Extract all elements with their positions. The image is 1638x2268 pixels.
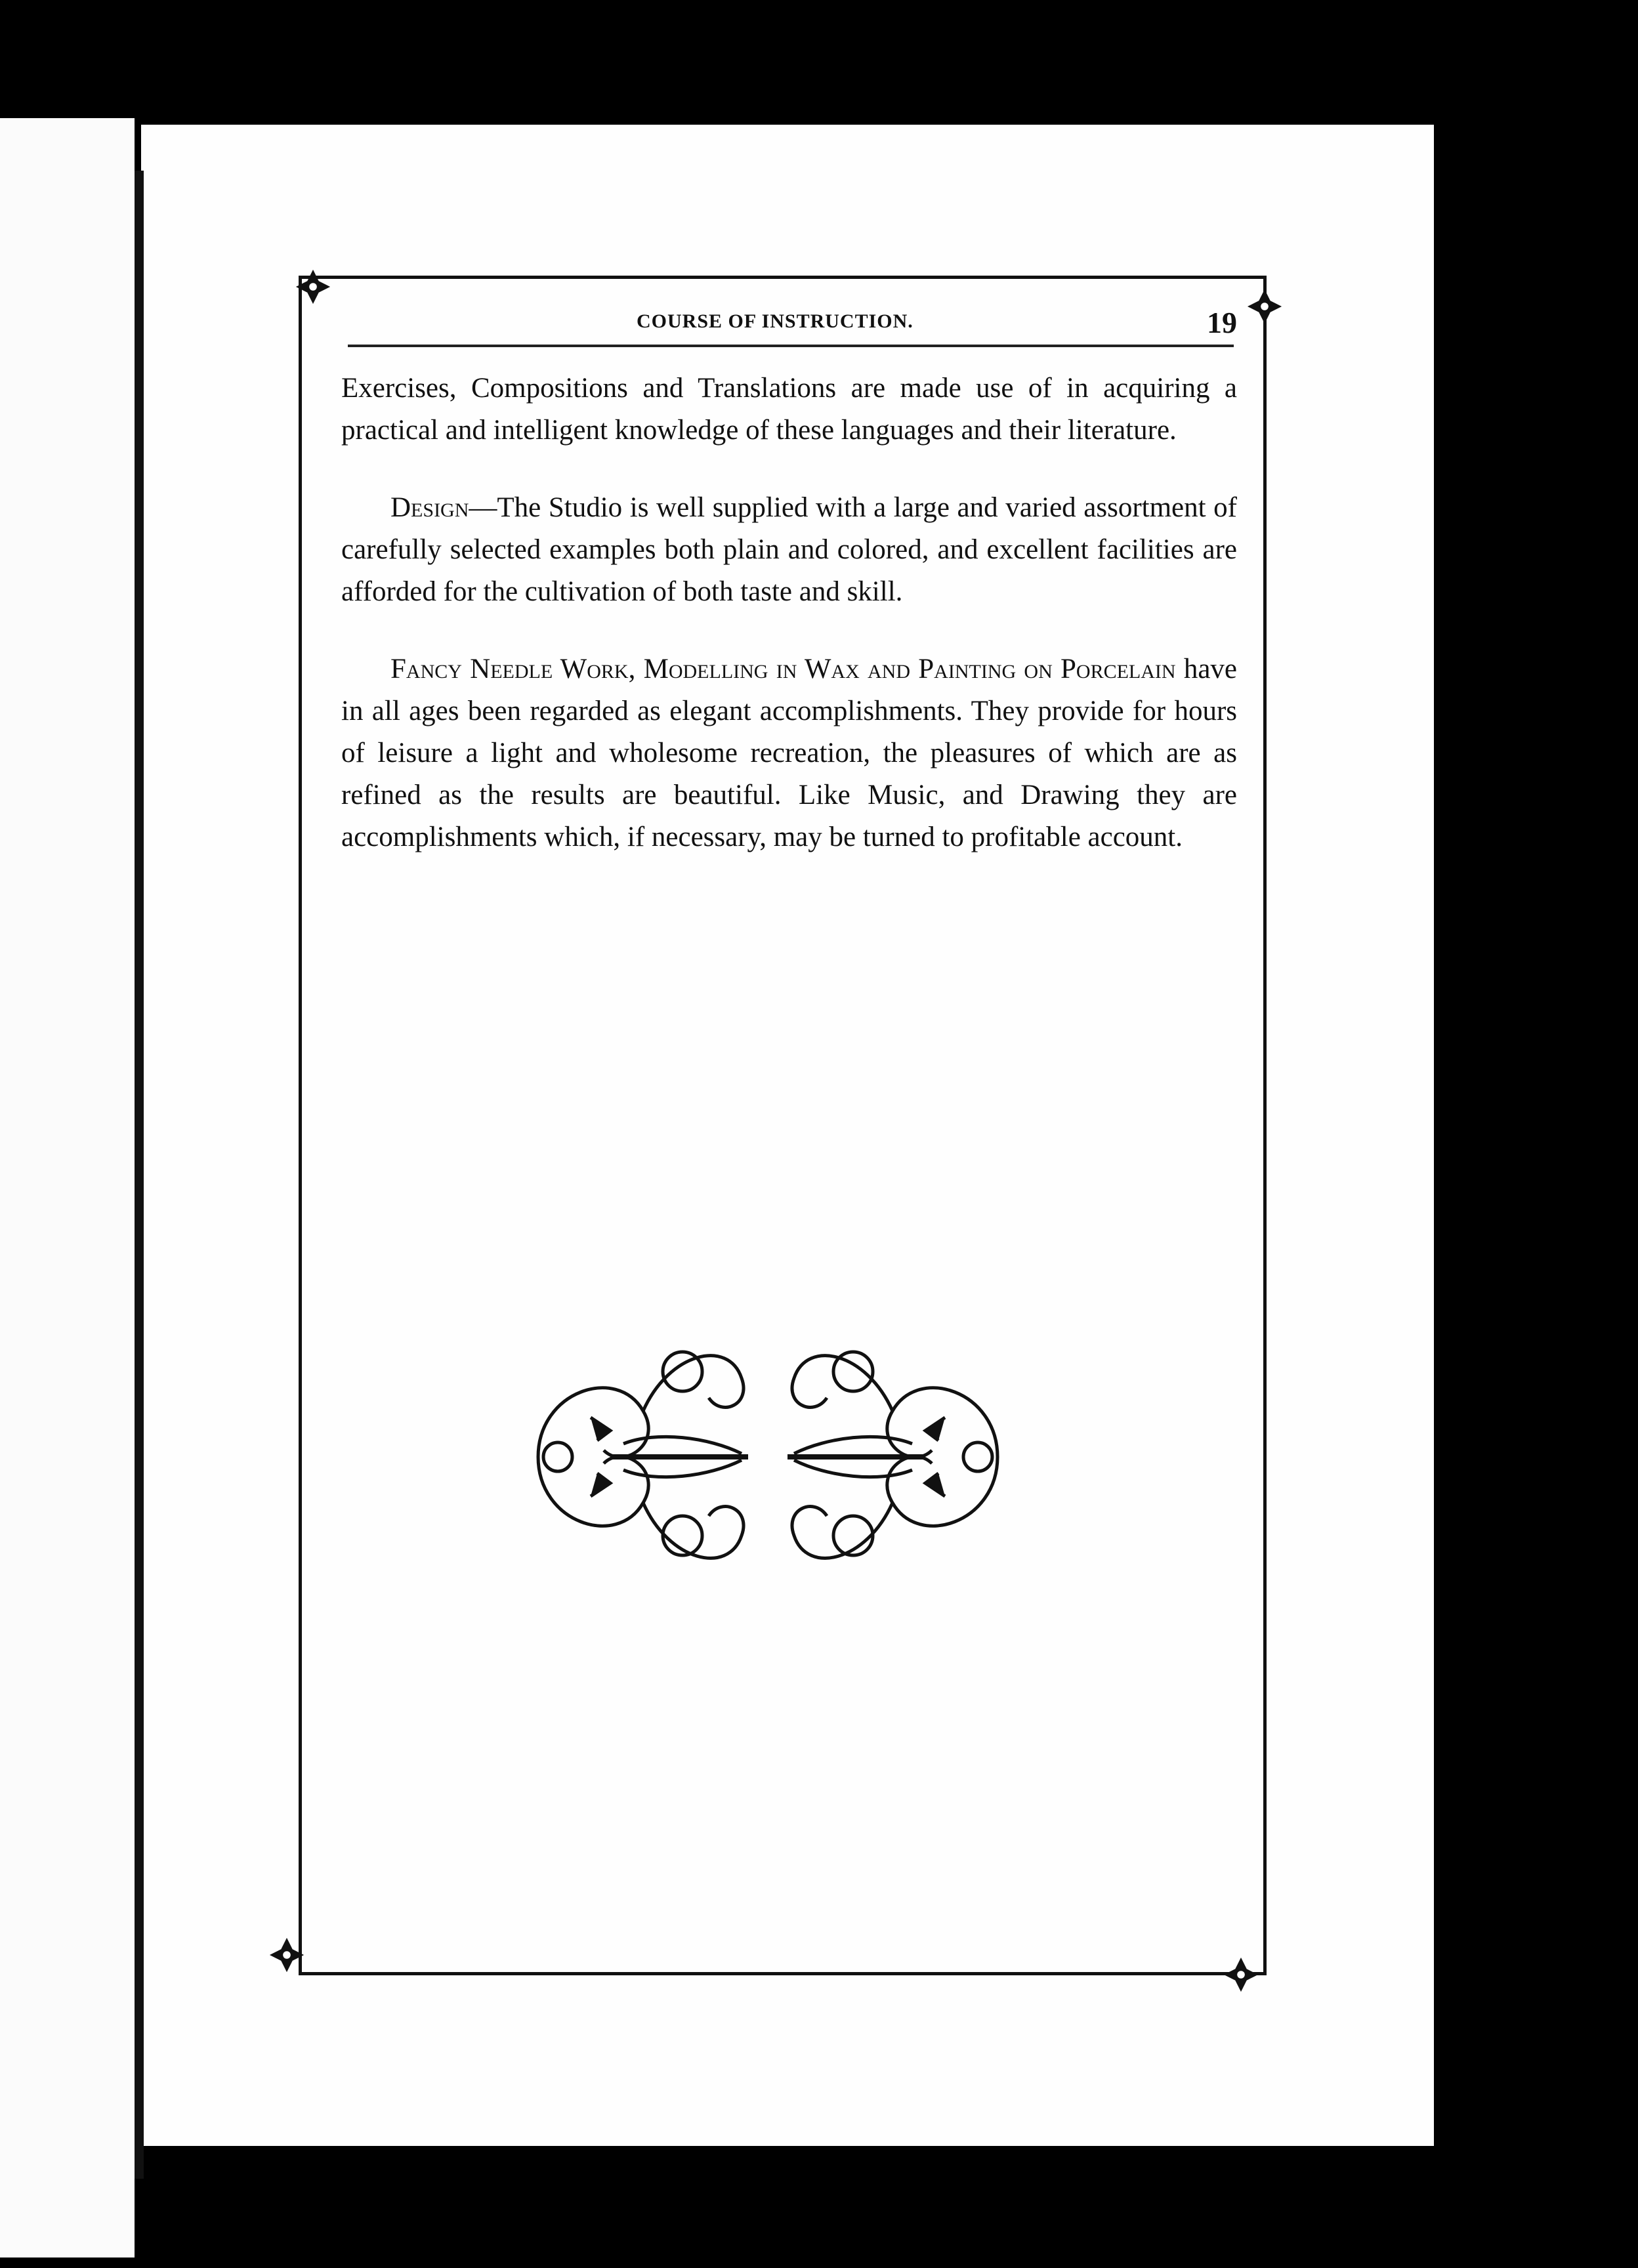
paragraph-languages bbox=[341, 368, 1237, 452]
section-heading-fancy-work: Fancy Needle Work, Modelling in Wax and Painting on Porcelain bbox=[390, 654, 1176, 684]
gutter-shadow bbox=[135, 171, 144, 2179]
fleuron-corner-icon bbox=[294, 268, 332, 306]
facing-page-edge bbox=[0, 118, 135, 2258]
fleuron-corner-icon bbox=[268, 1936, 306, 1974]
paragraph-text: have in all ages been regarded as elegant accomplishments. They provide for hours of leisure a light and wholesome recreation, the pleasures of which are as refined as the results are beautiful. Like Music, and Drawing they are accomplishments which, if necessary, may be turned to profitable account. bbox=[341, 654, 1237, 852]
running-head: COURSE OF INSTRUCTION. bbox=[637, 310, 914, 332]
paragraph-text: —The Studio is well supplied with a large and varied assortment of carefully selected examples both plain and colored, and excellent facilities are afforded for the cultivation of both taste and skill. bbox=[341, 492, 1237, 607]
paragraph-design bbox=[341, 487, 1237, 613]
scroll-ornament bbox=[512, 1312, 1024, 1588]
page-number: 19 bbox=[1207, 306, 1237, 339]
fleuron-corner-icon bbox=[1222, 1956, 1260, 1994]
section-heading-design: Design bbox=[390, 492, 469, 523]
paragraph-text: Exercises, Compositions and Translations are made use of in acquiring a practical and intelligent knowledge of these languages and their literature. bbox=[341, 373, 1237, 446]
page-body bbox=[341, 368, 1237, 894]
paragraph-fancy-work bbox=[341, 648, 1237, 858]
fleuron-corner-icon bbox=[1246, 287, 1284, 326]
header-rule bbox=[348, 345, 1234, 347]
page-header bbox=[345, 305, 1250, 345]
